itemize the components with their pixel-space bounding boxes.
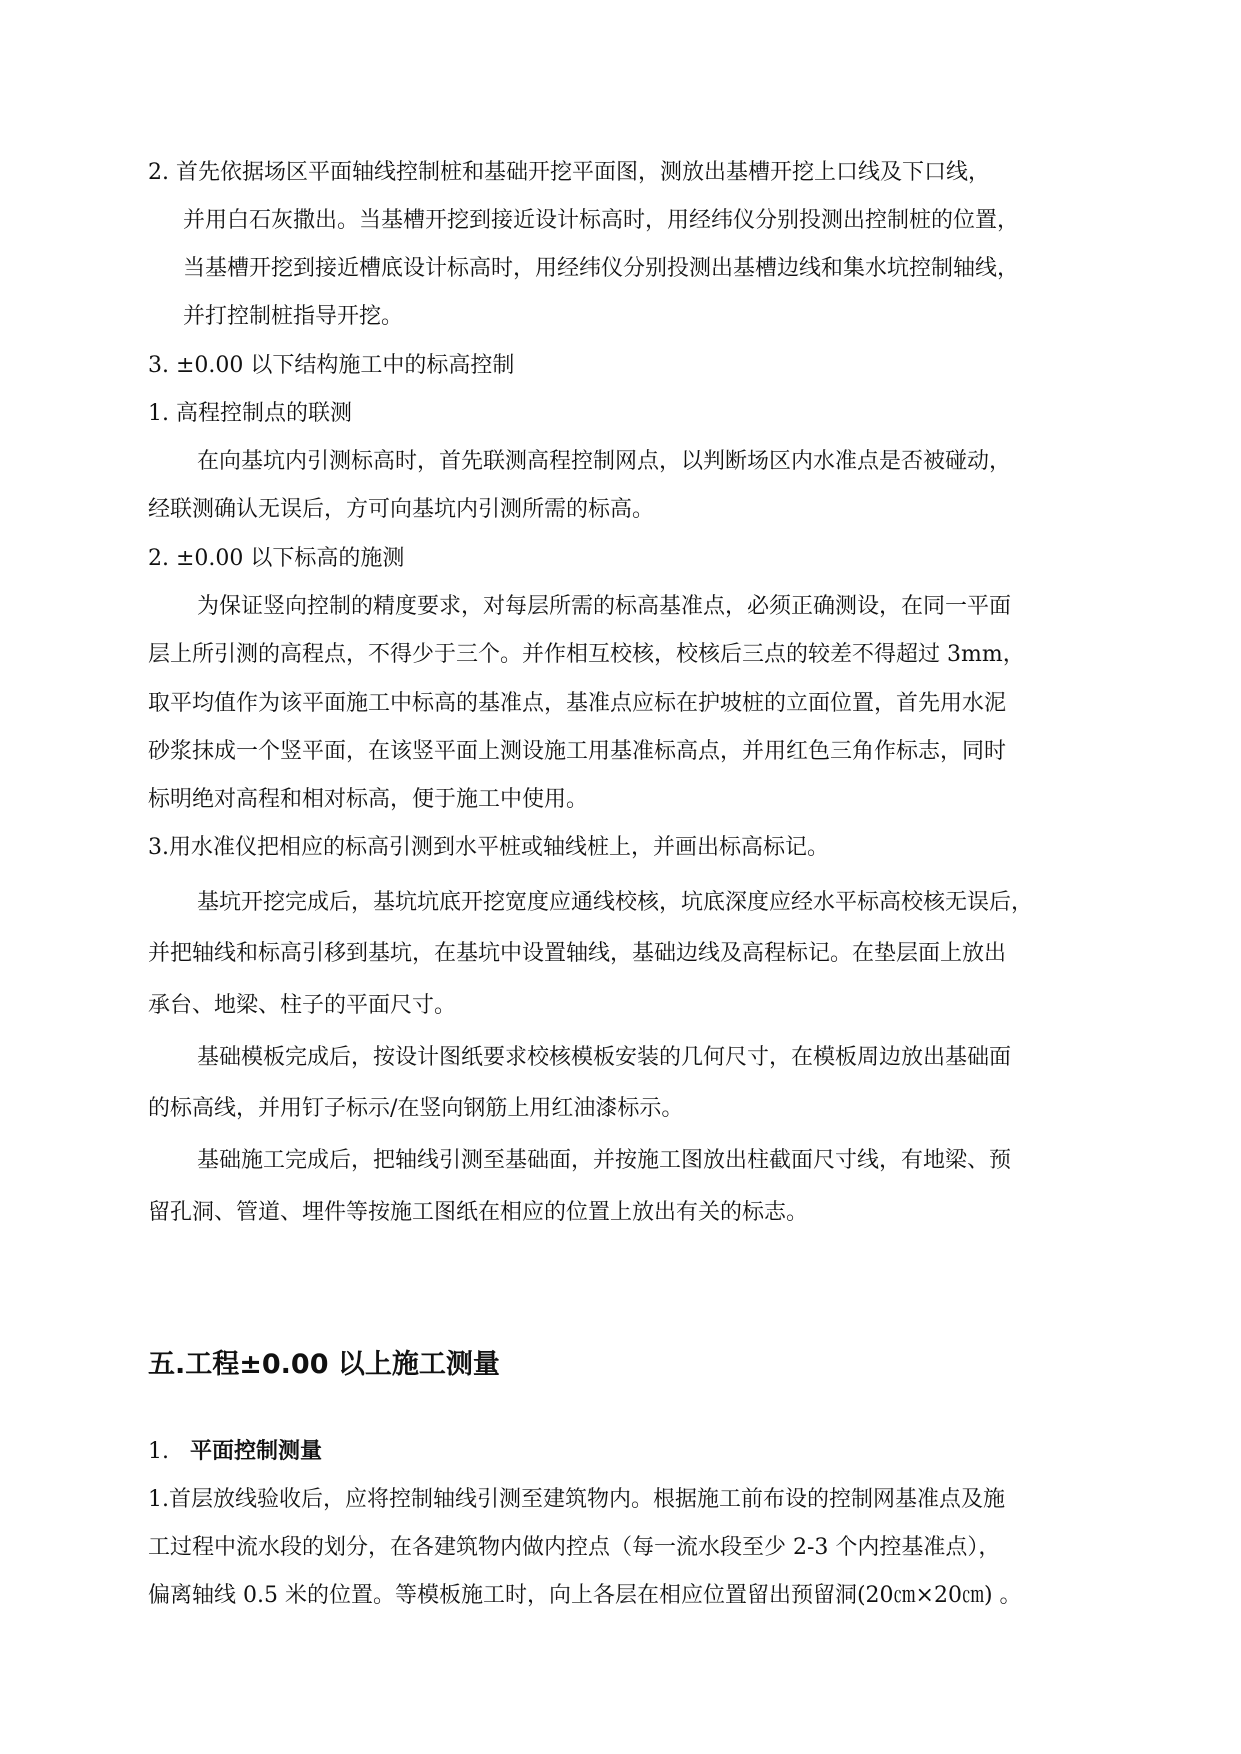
paragraph-line: 为保证竖向控制的精度要求，对每层所需的标高基准点，必须正确测设，在同一平面 (197, 594, 1012, 619)
subsection-heading (148, 1436, 322, 1468)
paragraph-line: 1.首层放线验收后，应将控制轴线引测至建筑物内。根据施工前布设的控制网基准点及施 (148, 1487, 1005, 1512)
paragraph-line: 并用白石灰撒出。当基槽开挖到接近设计标高时，用经纬仪分别投测出控制桩的位置， (183, 208, 1020, 233)
paragraph-line: 2. 首先依据场区平面轴线控制桩和基础开挖平面图，测放出基槽开挖上口线及下口线， (148, 160, 990, 185)
paragraph-line: 砂浆抹成一个竖平面，在该竖平面上测设施工用基准标高点，并用红色三角作标志，同时 (148, 739, 1007, 764)
paragraph-line: 基坑开挖完成后，基坑坑底开挖宽度应通线校核，坑底深度应经水平标高校核无误后， (197, 890, 1034, 915)
subsection-title: 平面控制测量 (190, 1439, 323, 1464)
paragraph-line: 取平均值作为该平面施工中标高的基准点，基准点应标在护坡桩的立面位置，首先用水泥 (148, 691, 1007, 716)
section-title: 3. ±0.00 以下结构施工中的标高控制 (148, 353, 515, 378)
paragraph-line: 偏离轴线 0.5 米的位置。等模板施工时，向上各层在相应位置留出预留洞(20㎝×20㎝) 。 (148, 1583, 1022, 1608)
section-title: 1. 高程控制点的联测 (148, 401, 352, 426)
paragraph-line: 留孔洞、管道、埋件等按施工图纸在相应的位置上放出有关的标志。 (148, 1200, 809, 1225)
subsection-number: 1. (148, 1439, 169, 1464)
paragraph-line: 基础模板完成后，按设计图纸要求校核模板安装的几何尺寸，在模板周边放出基础面 (197, 1045, 1012, 1070)
paragraph-line: 的标高线，并用钉子标示/在竖向钢筋上用红油漆标示。 (148, 1096, 684, 1121)
paragraph-line: 并打控制桩指导开挖。 (183, 304, 404, 329)
section-title: 2. ±0.00 以下标高的施测 (148, 546, 405, 571)
paragraph-line: 在向基坑内引测标高时，首先联测高程控制网点，以判断场区内水准点是否被碰动， (197, 449, 1012, 474)
paragraph-line: 经联测确认无误后，方可向基坑内引测所需的标高。 (148, 497, 655, 522)
paragraph-line: 承台、地梁、柱子的平面尺寸。 (148, 993, 457, 1018)
paragraph-line: 工过程中流水段的划分，在各建筑物内做内控点（每一流水段至少 2-3 个内控基准点）， (148, 1535, 1001, 1560)
paragraph-line: 并把轴线和标高引移到基坑，在基坑中设置轴线，基础边线及高程标记。在垫层面上放出 (148, 941, 1007, 966)
chapter-heading: 五.工程±0.00 以上施工测量 (148, 1349, 500, 1380)
paragraph-line: 层上所引测的高程点，不得少于三个。并作相互校核，校核后三点的较差不得超过 3mm， (148, 642, 1025, 667)
paragraph-line: 基础施工完成后，把轴线引测至基础面，并按施工图放出柱截面尺寸线，有地梁、预 (197, 1148, 1012, 1173)
section-title: 3.用水准仪把相应的标高引测到水平桩或轴线桩上，并画出标高标记。 (148, 835, 829, 860)
paragraph-line: 当基槽开挖到接近槽底设计标高时，用经纬仪分别投测出基槽边线和集水坑控制轴线， (183, 256, 1020, 281)
paragraph-line: 标明绝对高程和相对标高，便于施工中使用。 (148, 787, 589, 812)
